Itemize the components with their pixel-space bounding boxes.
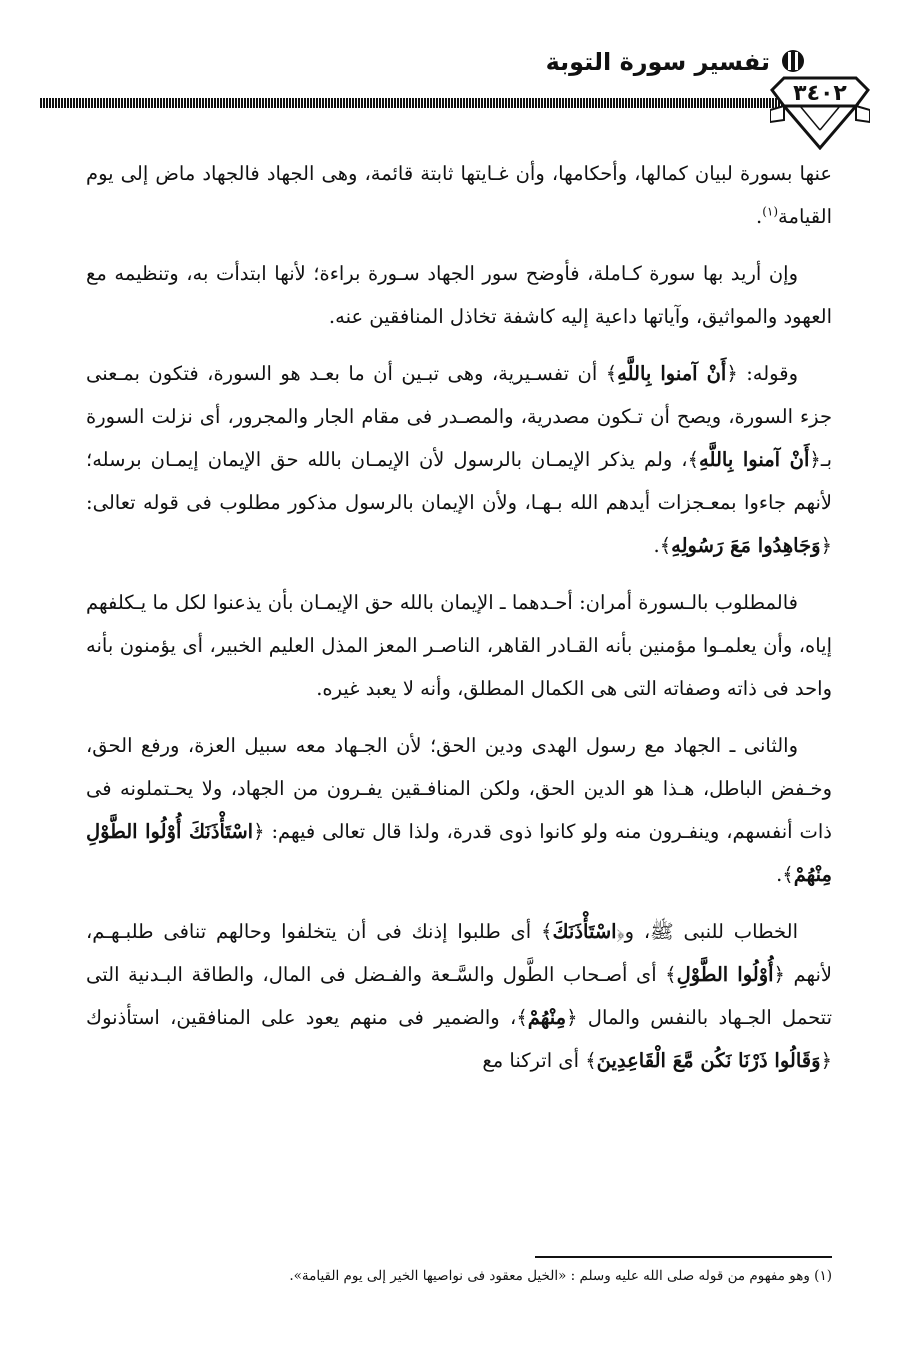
quran-bracket: ﴿ — [773, 963, 785, 986]
footnote-ref: (١) — [762, 204, 779, 219]
text-run: . — [776, 863, 783, 886]
footnote-separator — [535, 1256, 832, 1258]
header-rule — [40, 98, 800, 108]
quran-quote: أَنْ آمنوا بِاللَّهِ — [699, 448, 810, 471]
text-run: أى أصـحاب الطَّول والسَّـعة والفـضل فى المال، والطاقة البـدنية التى تتحمل الجـهاد بالنفس والمال — [86, 963, 832, 1029]
text-run: ، والضمير فى منهم يعود على المنافقين، استأذنوك — [86, 1006, 517, 1029]
text-run: أن تفسـيرية، وهى تبـين أن ما بعـد هو السورة، فتكون بمـعنى جزء السورة، ويصح أن تـكون مصدرية، والمصـدر فى مقام الجار والمجرور، أى نزلت السورة بـ — [86, 362, 832, 471]
text-run: . — [756, 205, 763, 228]
text-run: أى اتركنا مع — [482, 1049, 586, 1072]
quran-bracket: ﴾ — [585, 1049, 597, 1072]
paragraph — [86, 252, 832, 338]
quran-bracket: ﴾ — [782, 863, 794, 886]
text-run: وإن أريد بها سورة كـاملة، فأوضح سور الجهاد سـورة براءة؛ لأنها ابتدأت به، وتنظيمه مع العهود والمواثيق، وآياتها داعية إليه كاشفة تخاذل المنافقين عنه. — [86, 262, 832, 328]
quran-bracket: ﴾ — [687, 448, 700, 471]
paragraph — [86, 152, 832, 238]
paragraph — [86, 581, 832, 710]
text-run: وقوله: — [737, 362, 798, 385]
quran-quote: أَنْ آمنوا بِاللَّهِ — [617, 362, 727, 385]
page-header — [40, 40, 870, 150]
quran-quote: أُوْلُوا الطَّوْلِ — [676, 963, 774, 986]
paragraph — [86, 910, 832, 1082]
quran-quote: اسْتَأْذَنَكَ — [552, 920, 617, 943]
header-ornament-icon — [782, 50, 804, 72]
text-run: ، ولم يذكر الإيمـان بالرسول لأن الإيمـان بالله حق الإيمان إيمـان برسله؛ لأنهم جاءوا بمعـجزات أيدهم الله بـهـا، ولأن الإيمان بالرسول مذكور مطلوب فى قوله تعالى: — [86, 448, 833, 514]
quran-bracket: ﴿ — [253, 820, 265, 843]
text-run: والثانى ـ الجهاد مع رسول الهدى ودين الحق؛ لأن الجـهاد معه سبيل العزة، ورفع الحق، وخـفض الباطل، هـذا هو الدين الحق، ولكن المنافـقين يفـرون من الجهاد، ولا يحـتملونه فى ذات أنفسهم، وينفـرون منه ولو كانوا ذوى قدرة، ولذا قال تعالى فيهم: — [86, 734, 832, 843]
text-run: فالمطلوب بالـسورة أمران: أحـدهما ـ الإيمان بالله حق الإيمـان بأن يذعنوا لكل ما يـكلفهم إياه، وأن يعلمـوا مؤمنين بأنه القـادر القاهر، الناصـر المعز المذل العليم الخبير، أى يؤمنون بأنه واحد فى ذاته وصفاته التى هى الكمال المطلق، وأنه لا يعبد غيره. — [86, 591, 832, 700]
quran-quote: وَجَاهِدُوا مَعَ رَسُولِهِ — [671, 534, 821, 557]
quran-quote: اسْتَأْذَنَكَ أُوْلُوا الطَّوْلِ مِنْهُمْ — [86, 820, 832, 886]
text-run: . — [653, 534, 660, 557]
quran-bracket: ﴿ — [820, 1049, 832, 1072]
text-run: عنها بسورة لبيان كمالها، وأحكامها، وأن غـايتها ثابتة قائمة، وهى الجهاد فالجهاد ماض إلى يوم القيامة — [86, 162, 832, 228]
quran-bracket: ﴿ — [820, 534, 832, 557]
text-run: أى طلبوا إذنك فى أن يتخلفوا وحالهم تنافى طلبـهـم، لأنهم — [86, 920, 832, 986]
page-number: ٣٤٠٢ — [793, 81, 847, 106]
page-number-badge — [770, 70, 870, 150]
quran-bracket: ﴾ — [605, 362, 618, 385]
quran-bracket: ﴿ — [809, 448, 821, 471]
quran-quote: مِنْهُمْ — [527, 1006, 567, 1029]
quran-bracket: ﴾ — [665, 963, 677, 986]
main-text — [86, 152, 832, 1096]
quran-bracket: ﴿ — [616, 920, 625, 943]
quran-bracket: ﴾ — [516, 1006, 528, 1029]
quran-bracket: ﴿ — [566, 1006, 578, 1029]
paragraph — [86, 352, 832, 567]
quran-bracket: ﴾ — [659, 534, 672, 557]
text-run: الخطاب للنبى ﷺ، و — [624, 920, 799, 943]
quran-bracket: ﴾ — [541, 920, 553, 943]
running-title: تفسير سورة التوبة — [545, 48, 770, 76]
quran-bracket: ﴿ — [726, 362, 738, 385]
footnote: (١) وهو مفهوم من قوله صلى الله عليه وسلم : «الخيل معقود فى نواصيها الخير إلى يوم القيامة». — [289, 1268, 832, 1284]
quran-quote: وَقَالُوا ذَرْنَا نَكُن مَّعَ الْقَاعِدِينَ — [596, 1049, 821, 1072]
paragraph — [86, 724, 832, 896]
